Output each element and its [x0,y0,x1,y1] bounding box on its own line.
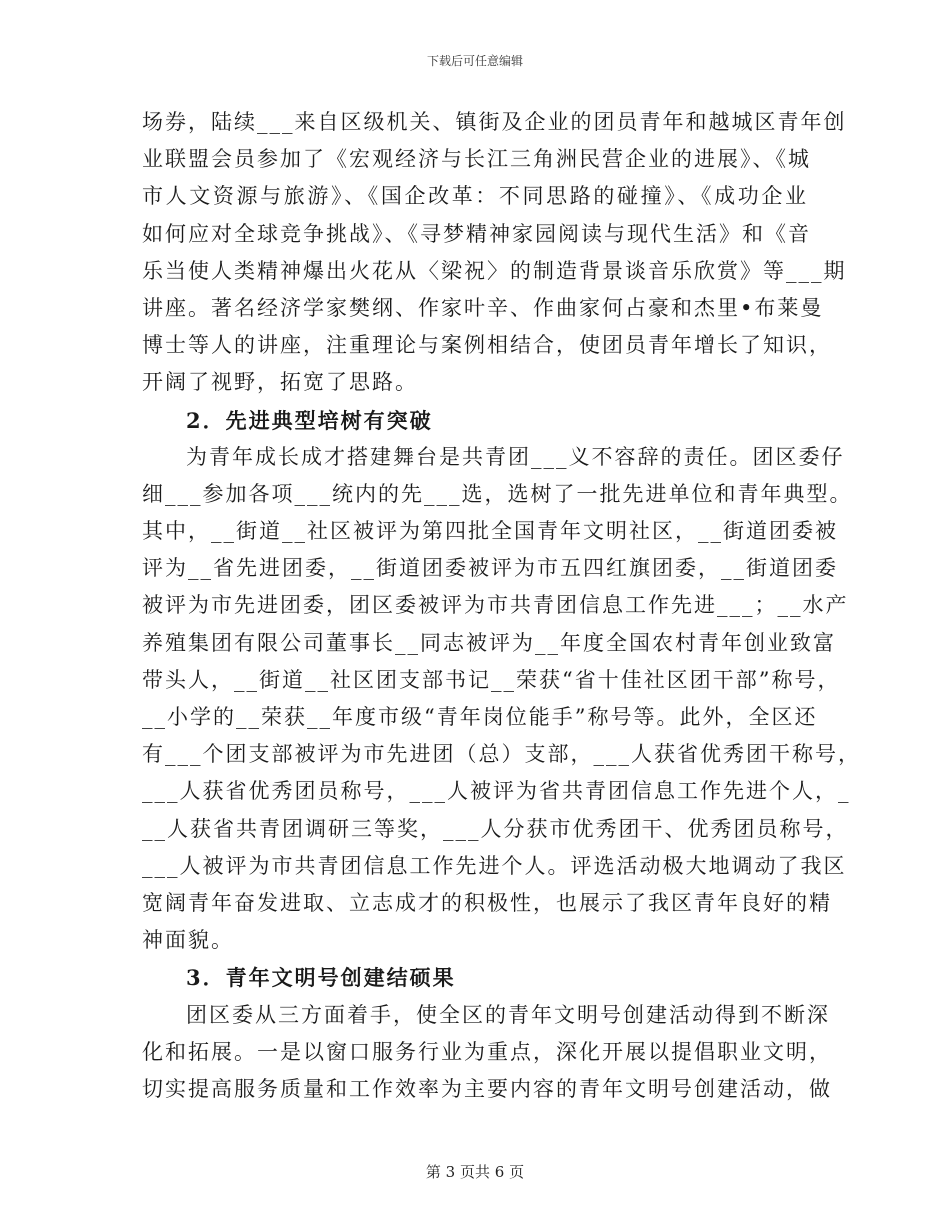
text-line: 团区委从三方面着手，使全区的青年文明号创建活动得到不断深 [186,1002,830,1027]
text-line: 场券，陆续___来自区级机关、镇街及企业的团员青年和越城区青年创 [142,110,847,134]
text-line: ___人获省优秀团员称号，___人被评为省共青团信息工作先进个人，_ [142,779,851,804]
text-line: 神面貌。 [142,928,234,953]
text-line: 其中，__街道__社区被评为第四批全国青年文明社区，__街道团委被 [142,519,838,544]
text-line: 细___参加各项___统内的先___选，选树了一批先进单位和青年典型。 [142,481,853,506]
text-line: 乐当使人类精神爆出火花从〈梁祝〉的制造背景谈音乐欣赏》等___期 [142,258,847,283]
text-line: 化和拓展。一是以窗口服务行业为重点，深化开展以提倡职业文明， [142,1039,832,1064]
text-line: ___人被评为市共青团信息工作先进个人。评选活动极大地调动了我区 [142,853,847,878]
text-line: 博士等人的讲座，注重理论与案例相结合，使团员青年增长了知识， [142,333,832,358]
text-line: __人获省共青团调研三等奖，___人分获市优秀团干、优秀团员称号， [142,816,849,841]
section-heading-2: 2．先进典型培树有突破 [186,407,433,433]
paragraph-civilization-title [142,997,832,1109]
page-number-footer: 第 3 页共 6 页 [425,1163,525,1181]
page-header: 下载后可任意编辑 [426,54,523,68]
paragraph-advanced-models [142,439,861,960]
paragraph-lecture-series [142,104,847,402]
document-body [142,104,861,1108]
text-line: 讲座。著名经济学家樊纲、作家叶辛、作曲家何占豪和杰里•布莱曼 [142,295,824,320]
text-line: 为青年成长成才搭建舞台是共青团___义不容辞的责任。团区委仔 [186,444,845,469]
text-line: __小学的__荣获__年度市级“青年岗位能手”称号等。此外，全区还 [142,705,818,729]
text-line: 带头人，__街道__社区团支部书记__荣获“省十佳社区团干部”称号， [142,667,841,692]
text-line: 被评为市先进团委，团区委被评为市共青团信息工作先进___；__水产 [142,593,849,618]
text-line: 如何应对全球竞争挑战》、《寻梦精神家园阅读与现代生活》和《音 [142,221,811,246]
text-line: 有___个团支部被评为市先进团（总）支部，___人获省优秀团干称号， [142,742,861,767]
text-line: 切实提高服务质量和工作效率为主要内容的青年文明号创建活动，做 [142,1076,832,1101]
section-heading-3: 3．青年文明号创建结硕果 [186,965,456,991]
text-line: 开阔了视野，拓宽了思路。 [142,370,418,395]
text-line: 宽阔青年奋发进取、立志成才的积极性，也展示了我区青年良好的精 [142,890,832,915]
text-line: 评为__省先进团委，__街道团委被评为市五四红旗团委，__街道团委 [142,556,838,581]
text-line: 业联盟会员参加了《宏观经济与长江三角洲民营企业的进展》、《城 [142,147,811,172]
text-line: 养殖集团有限公司董事长__同志被评为__年度全国农村青年创业致富 [142,630,836,655]
text-line: 市人文资源与旅游》、《国企改革：不同思路的碰撞》、《成功企业 [142,184,808,209]
